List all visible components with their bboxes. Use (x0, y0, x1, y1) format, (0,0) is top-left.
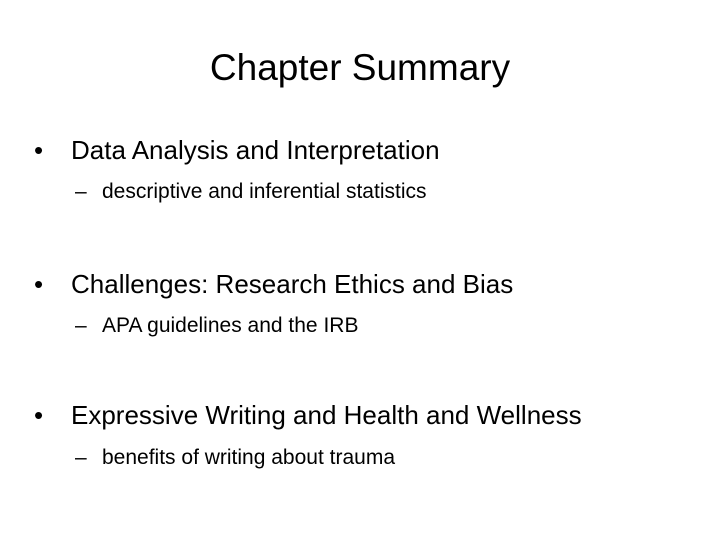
dash-icon: – (75, 446, 87, 469)
sub-item (75, 312, 358, 340)
bullet-text: Challenges: Research Ethics and Bias (71, 269, 514, 299)
bullet-dot-icon: • (34, 400, 44, 430)
bullet-text: Data Analysis and Interpretation (71, 135, 440, 165)
dash-icon: – (75, 314, 87, 337)
sub-text: descriptive and inferential statistics (102, 180, 427, 203)
bullet-dot-icon: • (34, 269, 44, 299)
sub-text: APA guidelines and the IRB (102, 314, 359, 337)
sub-item (75, 178, 427, 206)
bullet-item (34, 399, 582, 431)
sub-text: benefits of writing about trauma (102, 446, 395, 469)
bullet-item (34, 134, 440, 166)
dash-icon: – (75, 180, 87, 203)
bullet-text: Expressive Writing and Health and Wellness (71, 400, 582, 430)
sub-item (75, 444, 395, 472)
slide-title: Chapter Summary (209, 47, 511, 88)
bullet-item (34, 268, 513, 300)
bullet-dot-icon: • (34, 135, 44, 165)
